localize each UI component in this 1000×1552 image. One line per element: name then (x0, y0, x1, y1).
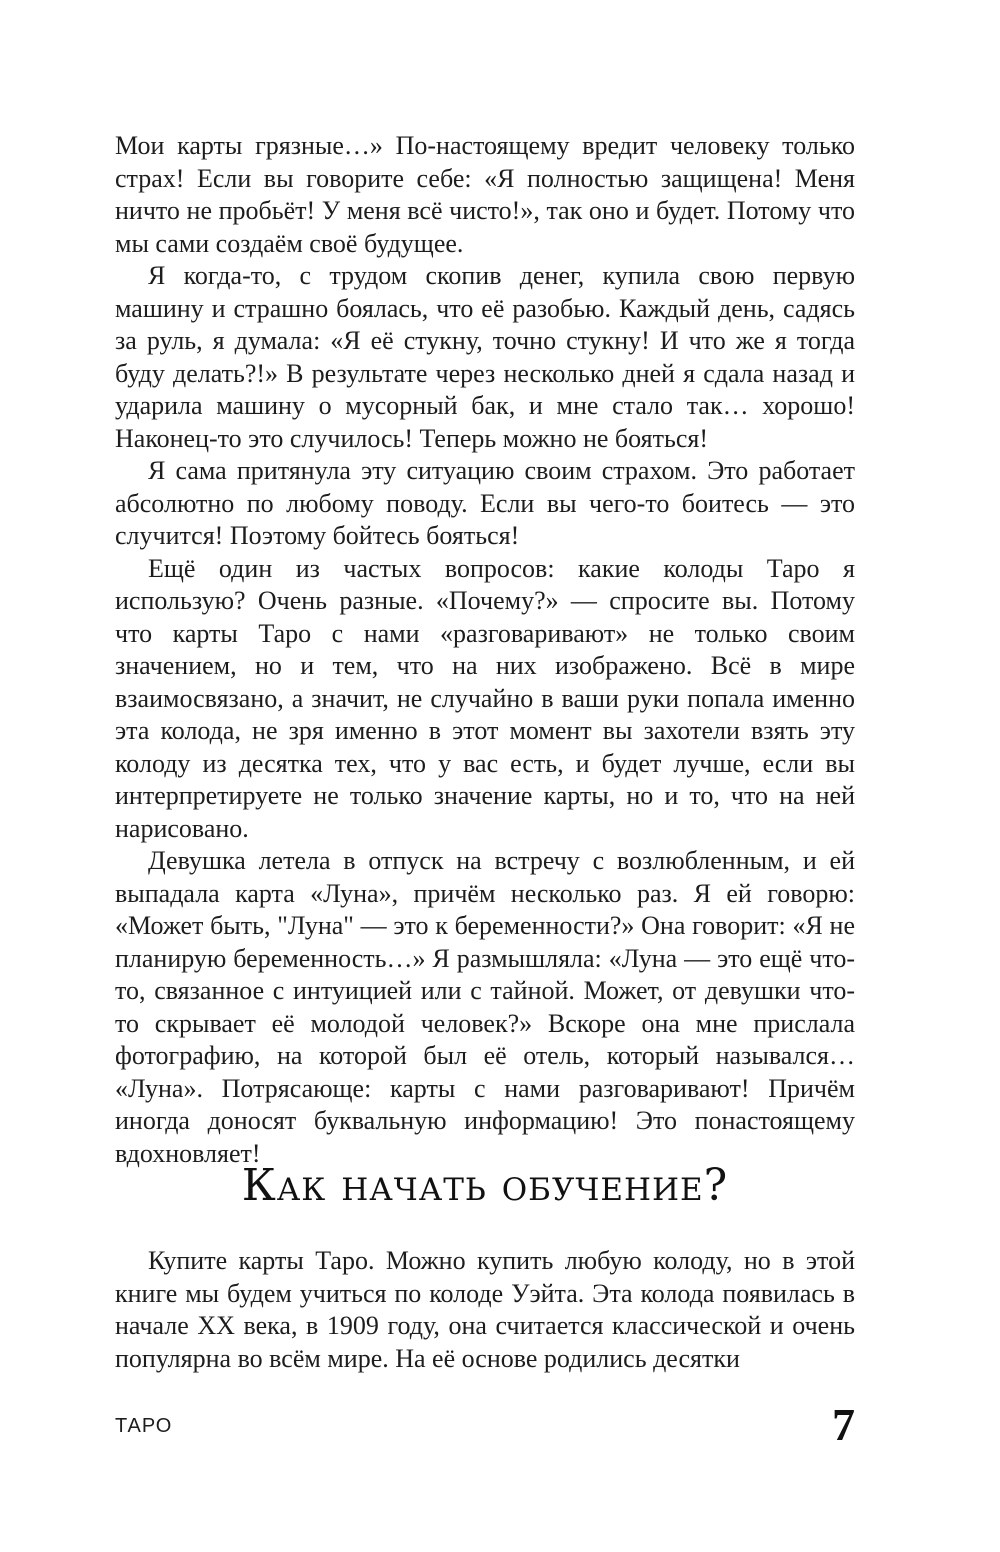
paragraph-3: Я сама притянула эту ситуацию своим страхом. Это работает абсолютно по любому поводу. Если вы чего-то боитесь — это случится! Поэтому бойтесь бояться! (115, 456, 855, 550)
section-text (115, 1245, 855, 1375)
paragraph-1: Мои карты грязные…» По-настоящему вредит человеку только страх! Если вы говорите себе: «Я полностью защищена! Меня ничто не пробьёт! У меня всё чисто!», так оно и будет. Потому что мы сами создаём своё будущее. (115, 131, 855, 258)
section-heading: Как начать обучение? (241, 1160, 729, 1211)
paragraph-5: Девушка летела в отпуск на встречу с возлюбленным, и ей выпадала карта «Луна», причём несколько раз. Я ей говорю: «Может быть, "Луна" — это к беременности?» Она говорит: «Я не планирую беременность…» Я размышляла: «Луна — это ещё что-то, связанное с интуицией или с тайной. Может, от девушки что-то скрывает её молодой человек?» Вскоре она мне прислала фотографию, на которой был её отель, который назывался… «Луна». Потрясающе: карты с нами разговаривают! Причём иногда доносят буквальную информацию! Это понастоящему вдохновляет! (115, 846, 855, 1168)
paragraph-4: Ещё один из частых вопросов: какие колоды Таро я использую? Очень разные. «Почему?» — спросите вы. Потому что карты Таро с нами «разговаривают» не только своим значением, но и тем, что на них изображено. Всё в мире взаимосвязано, а значит, не случайно в ваши руки попала именно эта колода, не зря именно в этот момент вы захотели взять эту колоду из десятка тех, что у вас есть, и будет лучше, если вы интерпретируете не только значение карты, но и то, что на ней нарисовано. (115, 553, 855, 843)
section-paragraph: Купите карты Таро. Можно купить любую колоду, но в этой книге мы будем учиться по колоде Уэйта. Эта колода появилась в начале XX века, в 1909 году, она считается классической и очень популярна во всём мире. На её основе родились десятки (115, 1246, 855, 1373)
page-number: 7 (832, 1399, 855, 1450)
body-text (115, 130, 855, 1170)
paragraph-2: Я когда-то, с трудом скопив денег, купила свою первую машину и страшно боялась, что её разобью. Каждый день, садясь за руль, я думала: «Я её стукну, точно стукну! И что же я тогда буду делать?!» В результате через несколько дней я сдала назад и ударила машину о мусорный бак, и мне стало так… хорошо! Наконец-то это случилось! Теперь можно не бояться! (115, 261, 855, 453)
running-footer-title: ТАРО (115, 1415, 173, 1437)
